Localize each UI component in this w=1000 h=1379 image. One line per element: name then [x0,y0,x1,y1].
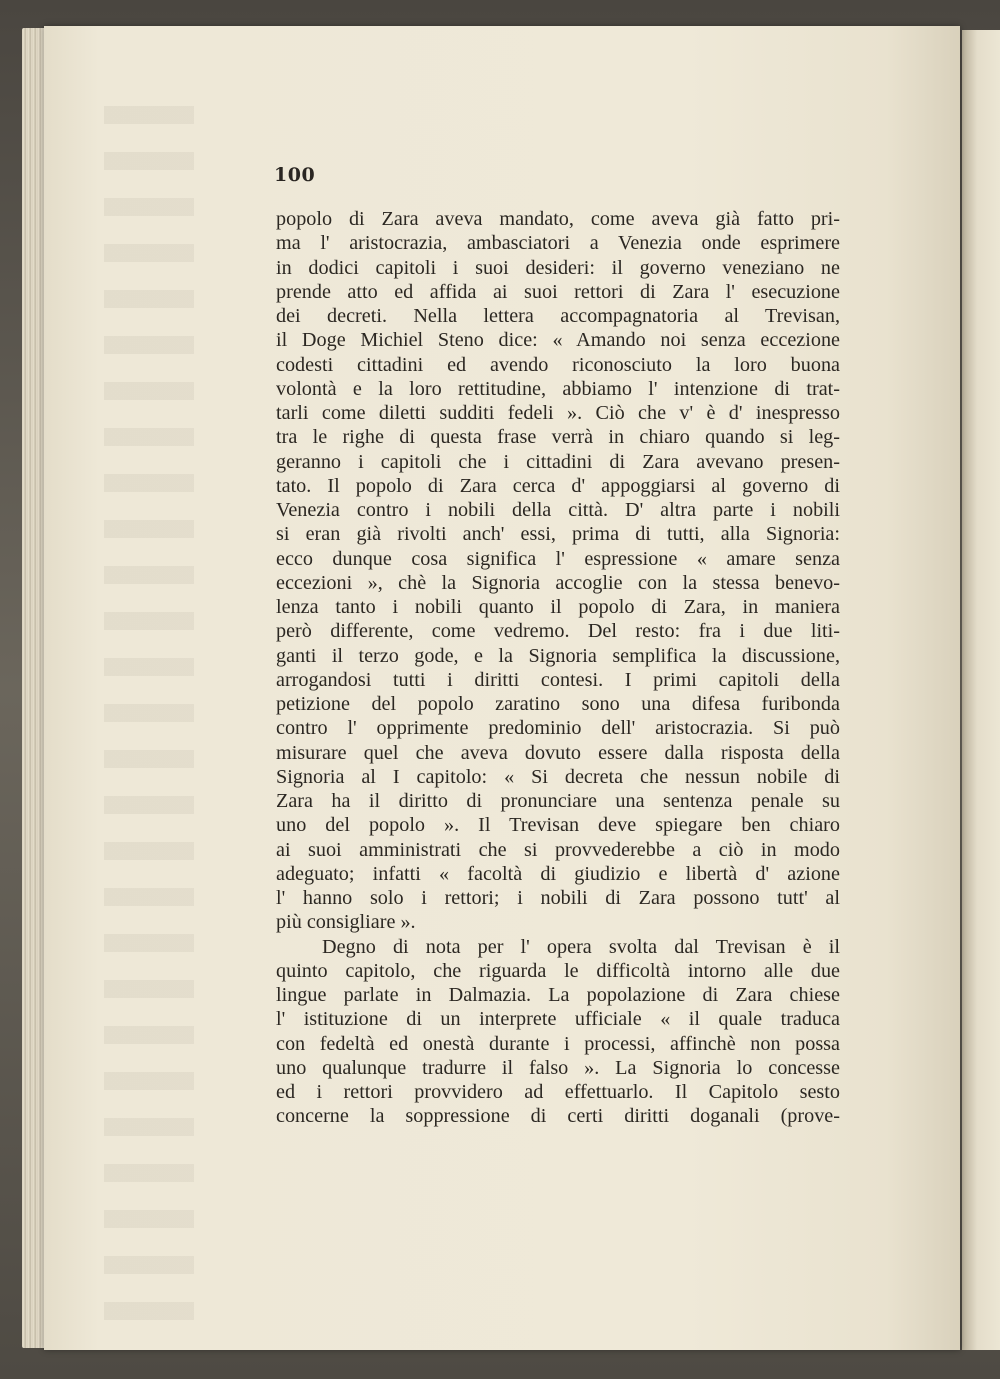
text-line: contro l' opprimente predominio dell' aristocrazia. Si può [276,717,840,740]
text-line: volontà e la loro rettitudine, abbiamo l' intenzione di trat- [276,377,840,400]
body-text [276,207,840,1129]
text-line: ganti il terzo gode, e la Signoria semplifica la discussione, [276,644,840,667]
text-line: tato. Il popolo di Zara cerca d' appoggiarsi al governo di [276,474,840,497]
text-line: adeguato; infatti « facoltà di giudizio e libertà d' azione [276,862,840,885]
text-line: petizione del popolo zaratino sono una difesa furibonda [276,693,840,715]
text-line: eccezioni », chè la Signoria accoglie con la stessa benevo- [276,571,840,594]
text-line: popolo di Zara aveva mandato, come aveva già fatto pri- [276,208,840,230]
text-line: lenza tanto i nobili quanto il popolo di Zara, in maniera [276,596,840,618]
text-line: l' hanno solo i rettori; i nobili di Zara possono tutt' al [276,887,840,909]
text-line: lingue parlate in Dalmazia. La popolazione di Zara chiese [276,984,840,1006]
text-line: misurare quel che aveva dovuto essere dalla risposta della [276,741,840,764]
facing-page-edge [962,30,1000,1350]
text-line: ai suoi amministrati che si provvederebbe a ciò in modo [276,838,840,861]
text-line: uno del popolo ». Il Trevisan deve spiegare ben chiaro [276,814,840,837]
text-line: geranno i capitoli che i cittadini di Zara avevano presen- [276,450,840,473]
text-line: il Doge Michiel Steno dice: « Amando noi senza eccezione [276,329,840,352]
text-line: ed i rettori provvidero ad effettuarlo. Il Capitolo sesto [276,1081,840,1103]
text-line: ecco dunque cosa significa l' espressione « amare senza [276,547,840,570]
page-number: 100 [274,164,316,186]
text-line: uno qualunque tradurre il falso ». La Signoria lo concesse [276,1056,840,1079]
text-line: però differente, come vedremo. Del resto: fra i due liti- [276,620,840,643]
text-line: tarli come diletti sudditi fedeli ». Ciò che v' è d' inespresso [276,402,840,424]
text-line: prende atto ed affida ai suoi rettori di Zara l' esecuzione [276,280,840,303]
text-line: codesti cittadini ed avendo riconosciuto la loro buona [276,353,840,376]
text-line: si eran già rivolti anch' essi, prima di tutti, alla Signoria: [276,523,840,546]
text-line: l' istituzione di un interprete ufficiale « il quale traduca [276,1008,840,1031]
text-line: dei decreti. Nella lettera accompagnatoria al Trevisan, [276,305,840,327]
show-through [104,106,194,1326]
text-line: arrogandosi tutti i diritti contesi. I primi capitoli della [276,668,840,691]
text-line: concerne la soppressione di certi diritti doganali (prove- [276,1105,840,1128]
text-line: quinto capitolo, che riguarda le difficoltà intorno alle due [276,959,840,982]
text-line: con fedeltà ed onestà durante i processi, affinchè non possa [276,1032,840,1055]
paragraph-end-line: più consigliare ». [276,911,416,934]
text-line: tra le righe di questa frase verrà in chiaro quando si leg- [276,426,840,449]
text-line: in dodici capitoli i suoi desideri: il governo veneziano ne [276,256,840,279]
text-line: Venezia contro i nobili della città. D' altra parte i nobili [276,499,840,521]
paragraph-first-line: Degno di nota per l' opera svolta dal Trevisan è il [322,935,840,958]
text-line: Signoria al I capitolo: « Si decreta che nessun nobile di [276,765,840,788]
text-line: Zara ha il diritto di pronunciare una sentenza penale su [276,790,840,812]
text-line: ma l' aristocrazia, ambasciatori a Venezia onde esprimere [276,232,840,255]
